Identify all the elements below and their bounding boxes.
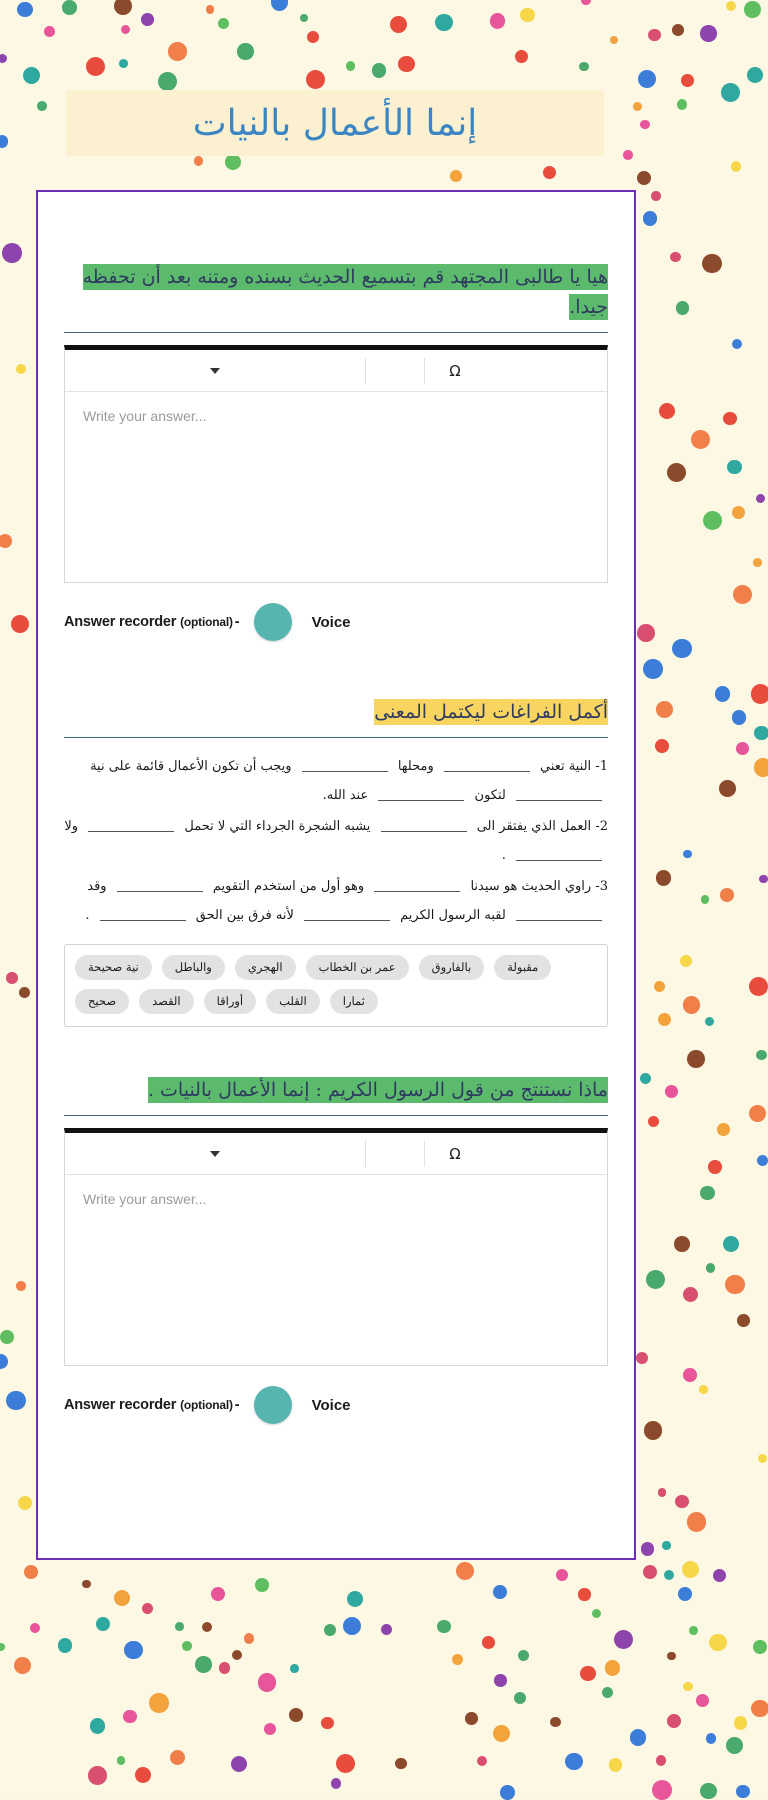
confetti-dot	[493, 1725, 510, 1742]
confetti-dot	[683, 1682, 692, 1691]
word-chip[interactable]: بالفاروق	[419, 955, 485, 980]
confetti-dot	[96, 1617, 110, 1631]
confetti-dot	[23, 67, 40, 84]
chevron-down-icon	[210, 368, 220, 374]
fib-q3-l2-s6: .	[85, 908, 90, 923]
confetti-dot	[683, 850, 692, 859]
fib-q1-l2-s2: لتكون	[474, 788, 506, 803]
optional-text-1: (optional)	[180, 615, 233, 629]
confetti-dot	[435, 14, 452, 31]
answer-placeholder-1: Write your answer...	[83, 408, 207, 424]
confetti-dot	[715, 686, 730, 701]
answer-textarea-1[interactable]	[65, 392, 607, 582]
confetti-dot	[706, 1263, 716, 1273]
confetti-dot	[514, 1692, 526, 1704]
confetti-dot	[264, 1723, 276, 1735]
confetti-dot	[753, 1640, 767, 1654]
fib-q3-l2-s4: لأنه فرق بين الحق	[195, 908, 294, 923]
question-2-prompt-block	[64, 1075, 608, 1105]
confetti-dot	[747, 67, 763, 83]
confetti-dot	[232, 1650, 242, 1660]
confetti-dot	[630, 1729, 646, 1745]
voice-label-2: Voice	[311, 1396, 351, 1414]
confetti-dot	[579, 62, 589, 72]
recorder-dash-1: -	[234, 614, 240, 630]
confetti-dot	[300, 14, 308, 22]
confetti-dot	[667, 1714, 681, 1728]
confetti-dot	[702, 254, 721, 273]
editor-toolbar-1[interactable]	[65, 350, 607, 392]
fib-blank-3-5[interactable]	[100, 907, 186, 921]
editor-toolbar-2[interactable]	[65, 1133, 607, 1175]
confetti-dot	[219, 1662, 230, 1673]
confetti-dot	[732, 339, 742, 349]
confetti-dot	[656, 701, 673, 718]
confetti-dot	[672, 24, 684, 36]
confetti-dot	[723, 412, 737, 426]
confetti-dot	[756, 494, 765, 503]
confetti-dot	[656, 1755, 666, 1765]
confetti-dot	[659, 403, 675, 419]
confetti-dot	[674, 1236, 690, 1252]
confetti-dot	[231, 1756, 247, 1772]
special-character-button-2[interactable]: Ω	[449, 1144, 461, 1163]
confetti-dot	[683, 1368, 697, 1382]
fill-blanks-heading: أكمل الفراغات ليكتمل المعنى	[374, 701, 608, 723]
confetti-dot	[720, 888, 734, 902]
fib-q3-l2-s2: لقبه الرسول الكريم	[400, 908, 506, 923]
confetti-dot	[550, 1717, 561, 1728]
confetti-dot	[86, 57, 105, 76]
confetti-dot	[678, 1587, 692, 1601]
confetti-dot	[644, 1421, 662, 1439]
toolbar-group-2[interactable]	[366, 1133, 424, 1174]
confetti-dot	[581, 0, 590, 5]
fib-q2-l1-s3: يشبه الشجرة الجرداء التي لا تحمل	[184, 819, 371, 834]
confetti-dot	[737, 1314, 750, 1327]
confetti-dot	[2, 243, 22, 263]
confetti-dot	[24, 1565, 38, 1579]
confetti-dot	[699, 1385, 708, 1394]
confetti-dot	[62, 0, 77, 15]
confetti-dot	[749, 977, 768, 996]
confetti-dot	[734, 1716, 748, 1730]
confetti-dot	[727, 460, 742, 475]
confetti-dot	[758, 1454, 767, 1463]
word-chip[interactable]: والباطل	[162, 955, 225, 980]
confetti-dot	[124, 1641, 143, 1660]
confetti-dot	[637, 624, 655, 642]
word-chip[interactable]: أوراقا	[204, 989, 257, 1014]
confetti-dot	[88, 1766, 107, 1785]
confetti-dot	[390, 16, 407, 33]
confetti-dot	[725, 1275, 744, 1294]
confetti-dot	[700, 1186, 714, 1200]
fill-blanks-heading-block	[64, 697, 608, 727]
confetti-dot	[16, 1281, 26, 1291]
confetti-dot	[11, 615, 29, 633]
confetti-dot	[680, 955, 692, 967]
confetti-dot	[170, 1750, 186, 1766]
confetti-dot	[500, 1785, 515, 1800]
confetti-dot	[667, 1652, 676, 1661]
confetti-dot	[321, 1717, 334, 1730]
font-style-dropdown-1[interactable]	[65, 350, 365, 391]
confetti-dot	[637, 171, 651, 185]
fib-q1-number: 1-	[595, 759, 608, 774]
confetti-dot	[456, 1562, 475, 1581]
confetti-dot	[736, 742, 749, 755]
question-1-prompt: هيا يا طالبى المجتهد قم بتسميع الحديث بسنده ومتنه بعد أن تحفظه جيدا.	[82, 266, 608, 318]
confetti-dot	[0, 1643, 5, 1651]
confetti-dot	[520, 8, 535, 23]
confetti-dot	[218, 18, 229, 29]
worksheet-sheet	[36, 190, 636, 1560]
fib-blank-2-3[interactable]	[516, 847, 602, 861]
toolbar-group-1[interactable]	[366, 350, 424, 391]
confetti-dot	[117, 1756, 126, 1765]
confetti-dot	[662, 1541, 670, 1549]
confetti-dot	[654, 981, 665, 992]
confetti-dot	[700, 25, 717, 42]
confetti-dot	[182, 1641, 192, 1651]
confetti-dot	[648, 29, 661, 42]
confetti-dot	[580, 1666, 596, 1682]
confetti-dot	[705, 1017, 714, 1026]
confetti-dot	[158, 72, 177, 91]
word-chip[interactable]: الهجري	[235, 955, 296, 980]
answer-recorder-label-1: Answer recorder (optional)	[64, 614, 233, 630]
divider-3	[64, 1115, 608, 1116]
confetti-dot	[556, 1569, 568, 1581]
answer-recorder-row-1	[64, 603, 608, 641]
confetti-dot	[194, 156, 204, 166]
confetti-dot	[648, 1116, 660, 1128]
confetti-dot	[713, 1569, 726, 1582]
confetti-dot	[610, 36, 619, 45]
fib-q1-l1-s5: ويجب أن تكون الأعمال قائمة على نية	[90, 759, 292, 774]
confetti-dot	[709, 1634, 727, 1652]
confetti-dot	[0, 135, 8, 147]
confetti-dot	[493, 1585, 507, 1599]
confetti-dot	[605, 1660, 620, 1675]
confetti-dot	[206, 5, 214, 13]
confetti-dot	[701, 895, 710, 904]
confetti-dot	[195, 1656, 212, 1673]
confetti-dot	[753, 558, 762, 567]
confetti-dot	[465, 1712, 477, 1724]
confetti-dot	[592, 1609, 601, 1618]
confetti-dot	[346, 61, 355, 70]
title-banner	[66, 90, 604, 156]
voice-record-button-2[interactable]	[254, 1386, 292, 1424]
confetti-dot	[119, 59, 128, 68]
confetti-dot	[726, 1737, 743, 1754]
confetti-dot	[676, 301, 689, 314]
confetti-dot	[0, 54, 7, 63]
confetti-dot	[225, 154, 241, 170]
optional-text-2: (optional)	[180, 1398, 233, 1412]
divider-1	[64, 332, 608, 333]
confetti-dot	[658, 1013, 671, 1026]
confetti-dot	[324, 1624, 336, 1636]
confetti-dot	[16, 364, 26, 374]
confetti-dot	[141, 13, 154, 26]
confetti-dot	[658, 1488, 666, 1496]
confetti-dot	[670, 252, 680, 262]
confetti-dot	[756, 1050, 767, 1061]
confetti-dot	[37, 101, 47, 111]
confetti-dot	[175, 1622, 184, 1631]
confetti-dot	[643, 659, 663, 679]
confetti-dot	[651, 191, 660, 200]
confetti-dot	[689, 1626, 698, 1635]
confetti-dot	[623, 150, 633, 160]
confetti-dot	[258, 1673, 276, 1691]
confetti-dot	[114, 1590, 130, 1606]
confetti-dot	[17, 2, 33, 18]
confetti-dot	[395, 1758, 407, 1770]
confetti-dot	[643, 1565, 657, 1579]
fill-blanks-questions	[64, 752, 608, 930]
confetti-dot	[58, 1638, 73, 1653]
fib-blank-2-2[interactable]	[88, 818, 174, 832]
fib-blank-1-2[interactable]	[302, 758, 388, 772]
word-chip[interactable]: القلب	[266, 989, 320, 1014]
confetti-dot	[82, 1580, 90, 1588]
confetti-dot	[398, 56, 415, 73]
word-bank	[64, 944, 608, 1027]
confetti-dot	[347, 1591, 363, 1607]
confetti-dot	[744, 1, 761, 18]
confetti-dot	[289, 1708, 303, 1722]
word-chip[interactable]: ثمارا	[330, 989, 378, 1014]
confetti-dot	[754, 726, 768, 741]
word-chip[interactable]: مقبولة	[494, 955, 551, 980]
confetti-dot	[672, 639, 691, 658]
confetti-dot	[683, 996, 701, 1014]
confetti-dot	[135, 1767, 151, 1783]
fib-question-2	[64, 812, 608, 870]
confetti-dot	[643, 211, 658, 226]
confetti-dot	[682, 1561, 699, 1578]
confetti-dot	[121, 25, 130, 34]
page-title: إنما الأعمال بالنيات	[192, 102, 478, 144]
fib-q3-number: 3-	[595, 879, 608, 894]
confetti-dot	[211, 1587, 225, 1601]
fib-blank-2-1[interactable]	[381, 818, 467, 832]
voice-label-1: Voice	[311, 613, 351, 631]
confetti-dot	[0, 534, 12, 548]
confetti-dot	[721, 83, 740, 102]
confetti-dot	[543, 166, 556, 179]
confetti-dot	[372, 63, 386, 77]
confetti-dot	[749, 1105, 766, 1122]
confetti-dot	[677, 99, 687, 109]
confetti-dot	[683, 1287, 698, 1302]
confetti-dot	[306, 70, 325, 89]
confetti-dot	[731, 161, 742, 172]
confetti-dot	[708, 1160, 722, 1174]
answer-recorder-label-2: Answer recorder (optional)	[64, 1397, 233, 1413]
confetti-dot	[477, 1756, 487, 1766]
confetti-dot	[0, 1354, 8, 1370]
confetti-dot	[515, 50, 528, 63]
confetti-dot	[717, 1123, 730, 1136]
confetti-dot	[703, 511, 722, 530]
confetti-dot	[381, 1624, 392, 1635]
fib-blank-3-1[interactable]	[374, 878, 460, 892]
word-chip[interactable]: عمر بن الخطاب	[306, 955, 409, 980]
confetti-dot	[244, 1633, 254, 1643]
confetti-dot	[675, 1495, 688, 1508]
confetti-dot	[640, 120, 650, 130]
confetti-dot	[681, 74, 694, 87]
special-character-button-1[interactable]: Ω	[449, 361, 461, 380]
fib-q2-l1-s5: ولا	[64, 819, 79, 834]
confetti-dot	[0, 1330, 14, 1344]
confetti-dot	[452, 1654, 463, 1665]
answer-textarea-2[interactable]	[65, 1175, 607, 1365]
confetti-dot	[114, 0, 132, 15]
confetti-dot	[656, 870, 671, 885]
confetti-dot	[149, 1693, 168, 1712]
confetti-dot	[706, 1733, 716, 1743]
confetti-dot	[44, 26, 55, 37]
fib-blank-1-1[interactable]	[444, 758, 530, 772]
fib-q1-l1-s3: ومحلها	[397, 759, 434, 774]
confetti-dot	[733, 585, 752, 604]
confetti-dot	[646, 1270, 665, 1289]
chevron-down-icon	[210, 1151, 220, 1157]
confetti-dot	[640, 1073, 652, 1085]
confetti-dot	[123, 1710, 136, 1723]
answer-editor-2[interactable]	[64, 1128, 608, 1366]
confetti-dot	[751, 684, 768, 703]
fib-q3-l1-s1: راوي الحديث هو سيدنا	[470, 879, 592, 894]
confetti-dot	[754, 758, 768, 776]
answer-recorder-row-2	[64, 1386, 608, 1424]
confetti-dot	[14, 1657, 31, 1674]
confetti-dot	[271, 0, 288, 11]
question-2-prompt: ماذا نستنتج من قول الرسول الكريم : إنما الأعمال بالنيات .	[147, 1079, 608, 1101]
confetti-dot	[696, 1694, 709, 1707]
answer-editor-1[interactable]	[64, 345, 608, 583]
fib-blank-3-2[interactable]	[117, 878, 203, 892]
word-chip[interactable]: القصد	[139, 989, 194, 1014]
confetti-dot	[30, 1623, 40, 1633]
confetti-dot	[450, 170, 462, 182]
confetti-dot	[665, 1085, 678, 1098]
confetti-dot	[437, 1620, 451, 1634]
confetti-dot	[638, 70, 656, 88]
confetti-dot	[336, 1754, 355, 1773]
confetti-dot	[641, 1542, 654, 1555]
voice-record-button-1[interactable]	[254, 603, 292, 641]
confetti-dot	[687, 1050, 705, 1068]
confetti-dot	[667, 463, 686, 482]
confetti-dot	[736, 1785, 750, 1799]
recorder-dash-2: -	[234, 1397, 240, 1413]
divider-2	[64, 737, 608, 738]
fib-q2-number: 2-	[595, 819, 608, 834]
confetti-dot	[142, 1603, 153, 1614]
confetti-dot	[578, 1588, 590, 1600]
fib-q3-l1-s5: وقد	[87, 879, 107, 894]
fib-blank-3-3[interactable]	[516, 907, 602, 921]
confetti-dot	[691, 430, 710, 449]
confetti-dot	[237, 43, 253, 59]
confetti-dot	[700, 1783, 717, 1800]
confetti-dot	[19, 987, 30, 998]
confetti-dot	[602, 1687, 613, 1698]
confetti-dot	[565, 1753, 583, 1771]
font-style-dropdown-2[interactable]	[65, 1133, 365, 1174]
confetti-dot	[633, 102, 642, 111]
confetti-dot	[751, 1700, 768, 1717]
fib-q2-l2-s2: .	[501, 848, 506, 863]
confetti-dot	[664, 1570, 674, 1580]
confetti-dot	[202, 1622, 212, 1632]
fib-blank-3-4[interactable]	[304, 907, 390, 921]
confetti-dot	[331, 1778, 341, 1788]
confetti-dot	[719, 780, 736, 797]
confetti-dot	[18, 1496, 32, 1510]
confetti-dot	[614, 1630, 633, 1649]
confetti-dot	[723, 1236, 739, 1252]
confetti-dot	[636, 1352, 648, 1364]
confetti-dot	[490, 13, 505, 28]
word-chip[interactable]: نية صحيحة	[75, 955, 152, 980]
confetti-dot	[518, 1650, 529, 1661]
confetti-dot	[307, 31, 319, 43]
fib-blank-1-4[interactable]	[378, 787, 464, 801]
confetti-dot	[255, 1578, 269, 1592]
fib-q3-l1-s3: وهو أول من استخدم التقويم	[212, 879, 365, 894]
word-chip[interactable]: صحيح	[75, 989, 129, 1014]
confetti-dot	[757, 1155, 768, 1166]
confetti-dot	[732, 506, 745, 519]
fib-q1-l1-s1: النية تعني	[540, 759, 592, 774]
fib-question-1	[64, 752, 608, 810]
confetti-dot	[6, 1391, 26, 1411]
confetti-dot	[687, 1512, 706, 1531]
fib-q1-l2-s4: عند الله.	[322, 788, 369, 803]
confetti-dot	[168, 42, 186, 60]
confetti-dot	[726, 1, 736, 11]
confetti-dot	[482, 1636, 495, 1649]
fib-blank-1-3[interactable]	[516, 787, 602, 801]
confetti-dot	[732, 710, 746, 724]
fib-q2-l1-s1: العمل الذي يفتقر الى	[476, 819, 592, 834]
confetti-dot	[759, 875, 767, 883]
confetti-dot	[609, 1758, 622, 1771]
answer-placeholder-2: Write your answer...	[83, 1191, 207, 1207]
confetti-dot	[6, 972, 18, 984]
confetti-dot	[343, 1617, 361, 1635]
confetti-dot	[652, 1780, 672, 1800]
question-1-prompt-block	[64, 262, 608, 322]
confetti-dot	[90, 1718, 105, 1733]
confetti-dot	[494, 1674, 506, 1686]
confetti-dot	[290, 1664, 299, 1673]
confetti-dot	[655, 739, 669, 753]
fib-question-3	[64, 872, 608, 930]
